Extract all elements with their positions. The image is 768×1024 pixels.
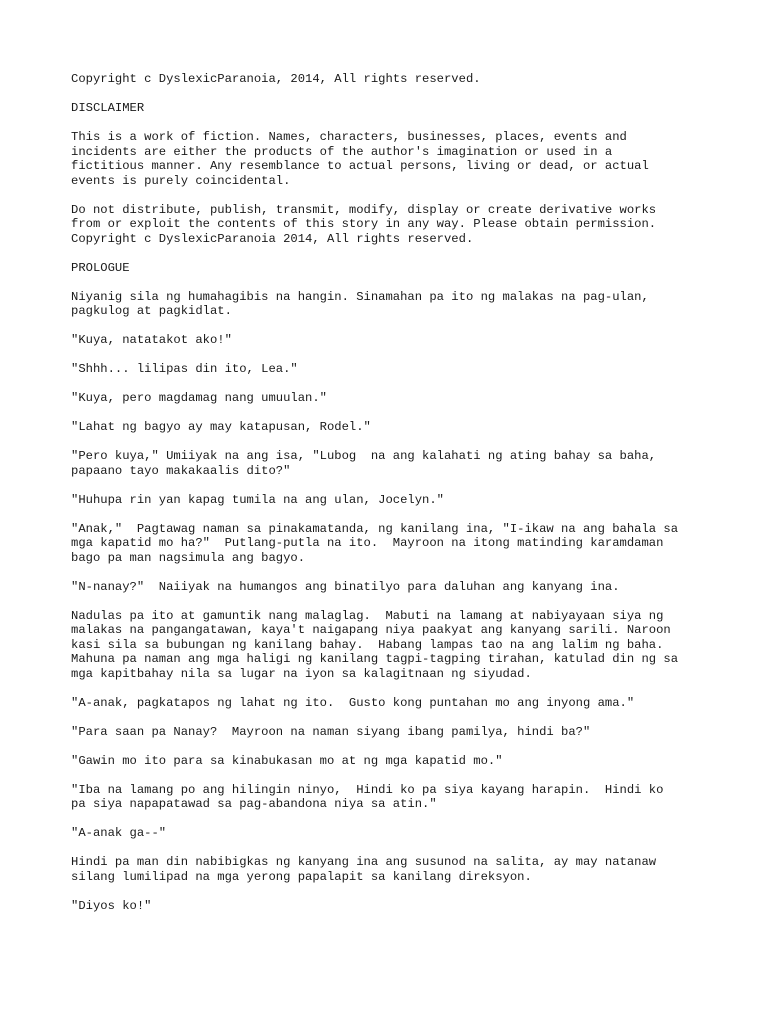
document-page [71, 72, 731, 928]
story-paragraph: "Pero kuya," Umiiyak na ang isa, "Lubog na ang kalahati ng ating bahay sa baha, papaano tayo makakaalis dito?" [71, 449, 657, 478]
story-paragraph: "A-anak, pagkatapos ng lahat ng ito. Gusto kong puntahan mo ang inyong ama." [71, 695, 635, 710]
story-paragraph: "N-nanay?" Naiiyak na humangos ang binatilyo para daluhan ang kanyang ina. [71, 579, 620, 594]
story-paragraph: "Kuya, pero magdamag nang umuulan." [71, 391, 327, 405]
story-paragraph: "Iba na lamang po ang hilingin ninyo, Hindi ko pa siya kayang harapin. Hindi ko pa siya napapatawad sa pag-abandona niya sa atin." [71, 782, 664, 811]
story-paragraph: Niyanig sila ng humahagibis na hangin. Sinamahan pa ito ng malakas na pag-ulan, pagkulog at pagkidlat. [71, 289, 649, 318]
story-paragraph: "Kuya, natatakot ako!" [71, 333, 232, 347]
story-paragraph: "Lahat ng bagyo ay may katapusan, Rodel." [71, 420, 371, 434]
story-paragraph: "Shhh... lilipas din ito, Lea." [71, 362, 298, 376]
story-paragraph: "Huhupa rin yan kapag tumila na ang ulan, Jocelyn." [71, 492, 444, 507]
story-paragraph: "Para saan pa Nanay? Mayroon na naman siyang ibang pamilya, hindi ba?" [71, 724, 591, 739]
disclaimer-text: This is a work of fiction. Names, characters, businesses, places, events and incidents are either the products of the author's imagination or used in a fictitious manner. Any resemblance to actual persons, living or dead, or actual events is purely coincidental. [71, 130, 649, 188]
prologue-heading: PROLOGUE [71, 260, 130, 275]
story-paragraph: "Anak," Pagtawag naman sa pinakamatanda, ng kanilang ina, "I-ikaw na ang bahala sa mga kapatid mo ha?" Putlang-putla na ito. Mayroon na itong matinding karamdaman bago pa man nagsimula ang bagyo. [71, 521, 679, 565]
distribution-notice: Do not distribute, publish, transmit, modify, display or create derivative works from or exploit the contents of this story in any way. Please obtain permission. Copyright c DyslexicParanoia 2014, All rights reserved. [71, 202, 657, 246]
disclaimer-heading: DISCLAIMER [71, 101, 145, 115]
story-paragraph: "A-anak ga--" [71, 826, 167, 840]
story-paragraph: Nadulas pa ito at gamuntik nang malaglag. Mabuti na lamang at nabiyayaan siya ng malakas na pangangatawan, kaya't naigapang niya paakyat ang kanyang sarili. Naroon kasi sila sa bubungan ng kanilang bahay. Habang lampas tao na ang lalim ng baha. Mahuna pa naman ang mga haligi ng kanilang tagpi-tagping tirahan, katulad din ng sa mga kapitbahay nila sa lugar na iyon sa kalagitnaan ng siyudad. [71, 608, 679, 681]
story-paragraph: "Gawin mo ito para sa kinabukasan mo at ng mga kapatid mo." [71, 753, 503, 768]
story-paragraph: "Diyos ko!" [71, 898, 152, 913]
story-paragraph: Hindi pa man din nabibigkas ng kanyang ina ang susunod na salita, ay may natanaw silang lumilipad na mga yerong papalapit sa kanilang direksyon. [71, 855, 657, 884]
copyright-line: Copyright c DyslexicParanoia, 2014, All rights reserved. [71, 72, 481, 86]
